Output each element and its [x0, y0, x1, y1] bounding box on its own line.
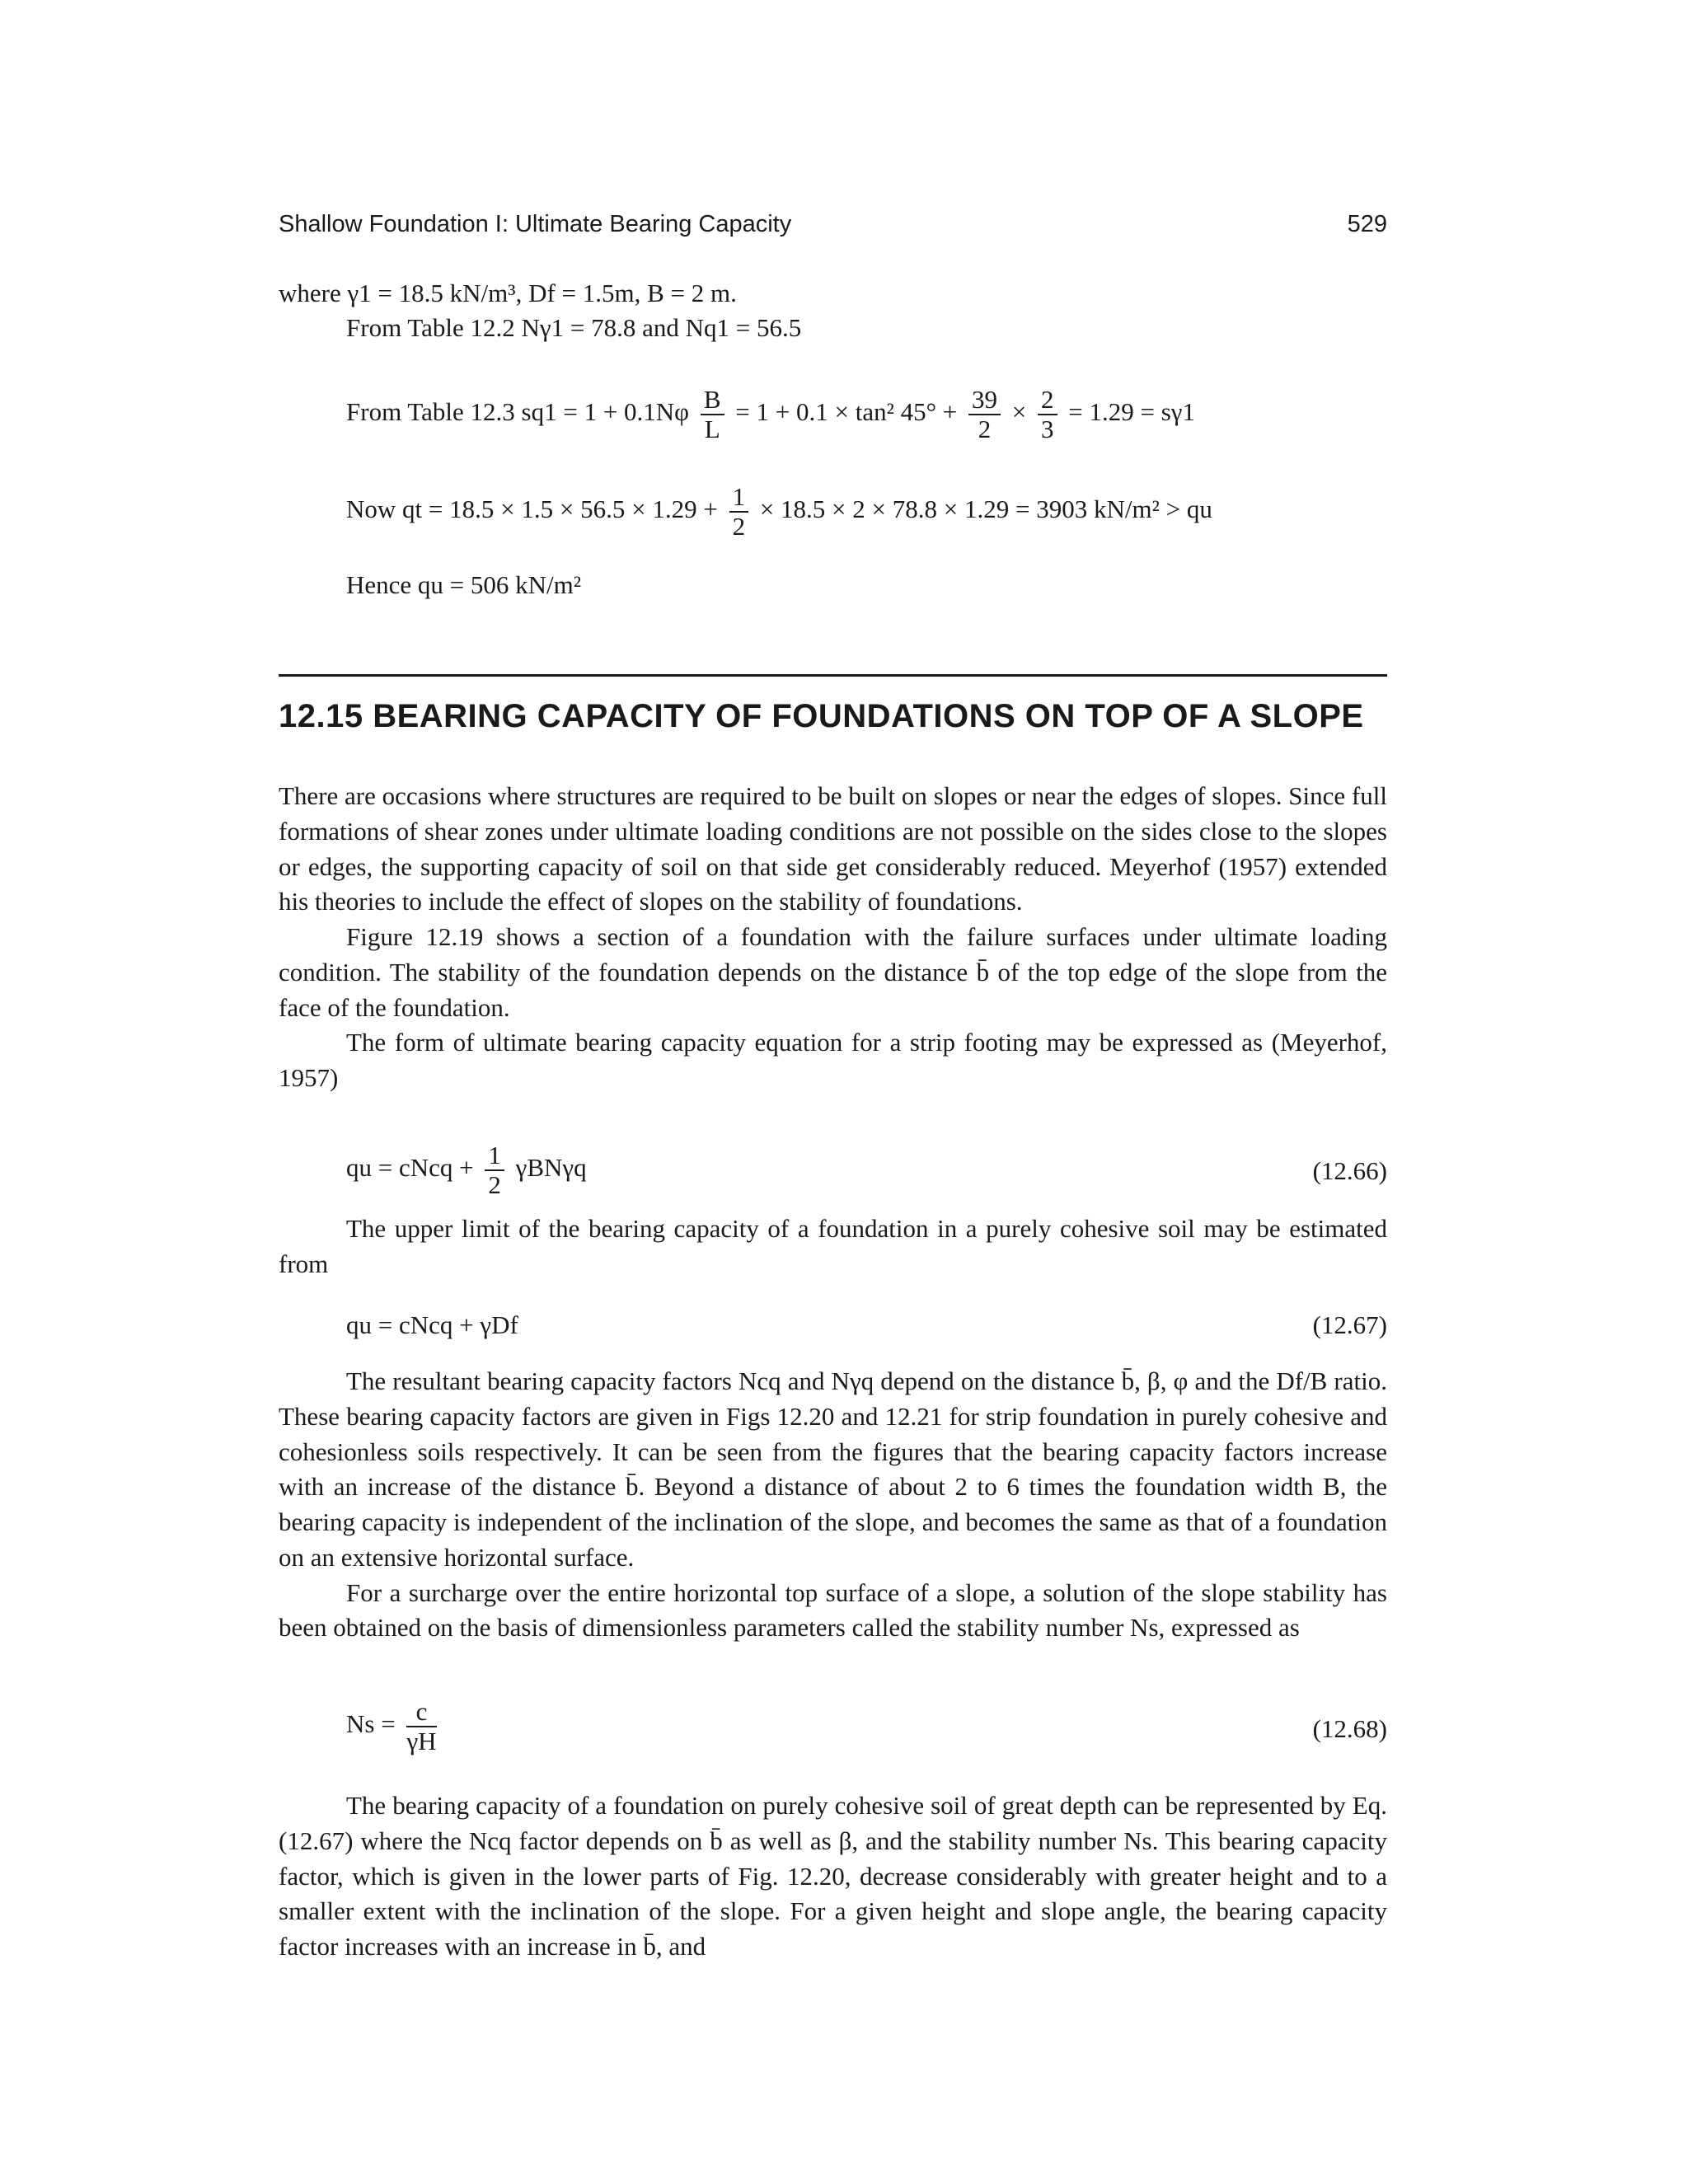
body-block-1	[279, 779, 1387, 1096]
paragraph: The resultant bearing capacity factors Ncq and Nγq depend on the distance b̄, β, φ and the Df/B ratio. These bearing capacity factors are given in Figs 12.20 and 12.21 for strip foundation in purely cohesive and cohesionless soils respectively. It can be seen from the figures that the bearing capacity factors increase with an increase of the distance b̄. Beyond a distance of about 2 to 6 times the foundation width B, the bearing capacity is independent of the inclination of the slope, and becomes the same as that of a foundation on an extensive horizontal surface.	[279, 1366, 1387, 1572]
example-solution	[279, 276, 1387, 345]
paragraph: The form of ultimate bearing capacity equation for a strip footing may be expressed as (Meyerhof, 1957)	[279, 1028, 1387, 1093]
fraction-half: $\frac{1}{2}$	[485, 1141, 504, 1199]
fraction-c-over-gamma-h: $\frac{c}{\gamma H}$	[406, 1697, 437, 1756]
equation-number: (12.66)	[1312, 1156, 1387, 1185]
paragraph: There are occasions where structures are required to be built on slopes or near the edges of slopes. Since full formations of shear zones under ultimate loading conditions are not possible on the sides close to the slopes or edges, the supporting capacity of soil on that side get considerably reduced. Meyerhof (1957) extended his theories to include the effect of slopes on the stability of foundations.	[279, 781, 1387, 916]
equation-number: (12.67)	[1312, 1310, 1387, 1339]
example-now-qt: Now qt = 18.5 × 1.5 × 56.5 × 1.29 + $\frac{1}{2}$ × 18.5 × 2 × 78.8 × 1.29 = 3903 kN/m² > qu	[346, 482, 1212, 541]
fraction-39-over-2: $\frac{39}{2}$	[968, 386, 1001, 443]
example-table-12-2: From Table 12.2 Nγ1 = 78.8 and Nq1 = 56.5	[346, 312, 802, 342]
example-table-12-3: From Table 12.3 sq1 = 1 + 0.1Nφ $\frac{B}{L}$ = 1 + 0.1 × tan² 45° + $\frac{39}{2}$ × $\frac{2}{3}$ = 1.29 = sγ1	[346, 385, 1195, 444]
running-header	[279, 211, 1387, 238]
equation-12-67: qu = cNcq + γDf (12.67)	[346, 1310, 1387, 1339]
paragraph: The bearing capacity of a foundation on purely cohesive soil of great depth can be represented by Eq. (12.67) where the Ncq factor depends on b̄ as well as β, and the stability number Ns. This bearing capacity factor, which is given in the lower parts of Fig. 12.20, decrease considerably with greater height and to a smaller extent with the inclination of the slope. For a given height and slope angle, the bearing capacity factor increases with an increase in b̄, and	[279, 1791, 1387, 1961]
equation-12-66: qu = cNcq + $\frac{1}{2}$ γBNγq (12.66)	[346, 1141, 1387, 1200]
equation-12-68: Ns = $\frac{c}{\gamma H}$ (12.68)	[346, 1697, 1387, 1756]
fraction-b-over-l: $\frac{B}{L}$	[701, 386, 724, 443]
page-number: 529	[1347, 211, 1387, 237]
equation-number: (12.68)	[1312, 1714, 1387, 1743]
example-hence: Hence qu = 506 kN/m²	[346, 570, 582, 599]
paragraph: The upper limit of the bearing capacity of a foundation in a purely cohesive soil may be estimated from	[279, 1214, 1387, 1278]
body-block-2	[279, 1212, 1387, 1282]
body-block-3	[279, 1364, 1387, 1646]
example-end-rule	[279, 674, 1387, 677]
running-title: Shallow Foundation I: Ultimate Bearing Capacity	[279, 211, 792, 237]
body-block-4	[279, 1788, 1387, 1965]
example-where: where γ1 = 18.5 kN/m³, Df = 1.5m, B = 2 m.	[279, 279, 737, 307]
paragraph: For a surcharge over the entire horizontal top surface of a slope, a solution of the slope stability has been obtained on the basis of dimensionless parameters called the stability number Ns, expressed as	[279, 1577, 1387, 1643]
section-heading: 12.15 BEARING CAPACITY OF FOUNDATIONS ON TOP OF A SLOPE	[279, 698, 1364, 734]
fraction-1-over-2: $\frac{1}{2}$	[729, 483, 749, 541]
paragraph: Figure 12.19 shows a section of a foundation with the failure surfaces under ultimate loading condition. The stability of the foundation depends on the distance b̄ of the top edge of the slope from the face of the foundation.	[279, 922, 1387, 1022]
fraction-2-over-3: $\frac{2}{3}$	[1038, 386, 1057, 443]
